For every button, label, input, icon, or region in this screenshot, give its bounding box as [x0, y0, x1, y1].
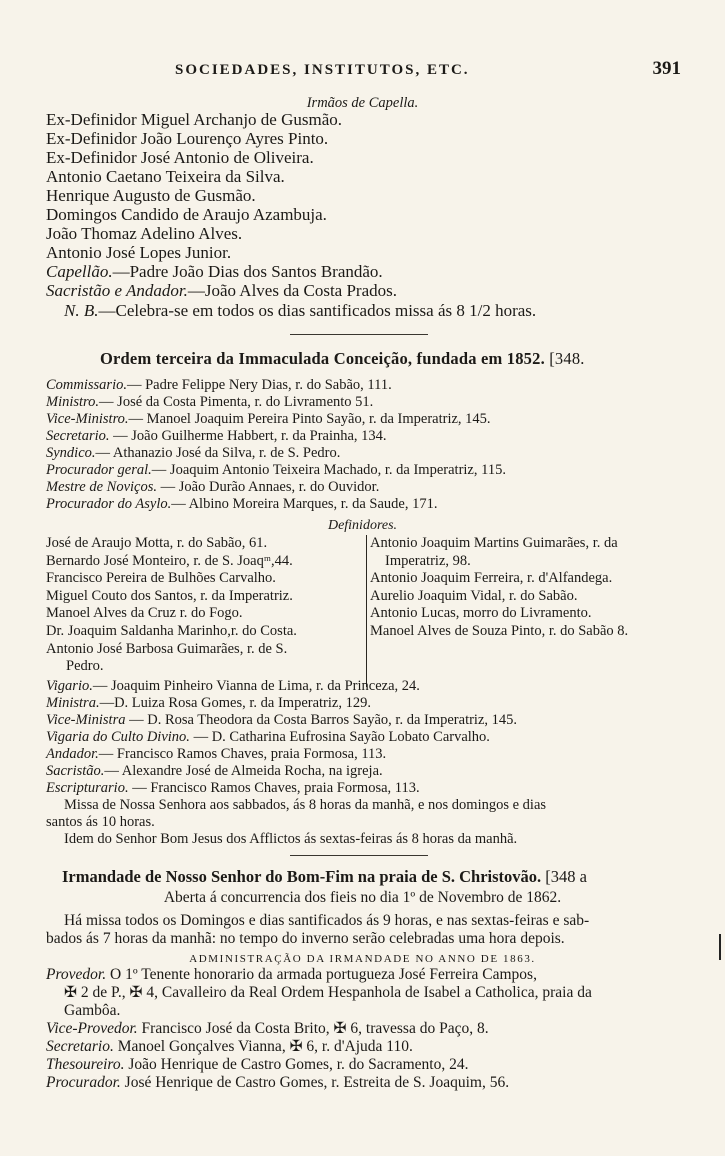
- definidores-left-column: [46, 535, 364, 676]
- list-item: Imperatriz, 98.: [385, 552, 471, 569]
- ordem-title: Ordem terceira da Immaculada Conceição, fundada em 1852.: [100, 349, 545, 368]
- officer-label: Procurador do Asylo.: [46, 496, 172, 512]
- officer-label: Vigaria do Culto Divino.: [46, 729, 190, 745]
- officer-text: José Henrique de Castro Gomes, r. Estreita de S. Joaquim, 56.: [120, 1074, 510, 1091]
- officer-label: Andador.: [46, 746, 99, 762]
- officer-label: Mestre de Noviços.: [46, 479, 158, 495]
- provedor-line-cont: ✠ 2 de P., ✠ 4, Cavalleiro da Real Ordem Hespanhola de Isabel a Catholica, praia da: [64, 984, 592, 1001]
- missa-line-cont: santos ás 10 horas.: [46, 814, 155, 830]
- list-item: Manoel Alves de Souza Pinto, r. do Sabão 8.: [370, 622, 629, 639]
- list-item: Ex-Definidor João Lourenço Ayres Pinto.: [46, 129, 329, 148]
- officer-line: [46, 694, 371, 712]
- officer-text: — João Durão Annaes, r. do Ouvidor.: [157, 479, 380, 495]
- officer-text: Manoel Gonçalves Vianna, ✠ 6, r. d'Ajuda 110.: [113, 1038, 413, 1055]
- officer-label: Commissario.: [46, 377, 127, 393]
- provedor-label: Provedor.: [46, 966, 107, 983]
- list-item: Domingos Candido de Araujo Azambuja.: [46, 205, 327, 224]
- admin-heading: ADMINISTRAÇÃO DA IRMANDADE NO ANNO DE 1863.: [189, 953, 536, 965]
- officer-label: Procurador.: [46, 1074, 121, 1091]
- officer-line: [46, 393, 373, 411]
- list-item: Antonio Caetano Teixeira da Silva.: [46, 167, 285, 186]
- officer-line: [46, 728, 490, 746]
- definidores-right-column: [370, 535, 680, 641]
- column-divider: [366, 535, 367, 687]
- ordem-title-line: [100, 349, 585, 369]
- officer-text: — Albino Moreira Marques, r. da Saude, 171.: [171, 496, 438, 512]
- missa-line: Missa de Nossa Senhora aos sabbados, ás 8 horas da manhã, e nos domingos e dias: [64, 797, 547, 813]
- officer-label: Secretario.: [46, 1038, 114, 1055]
- officer-text: — D. Rosa Theodora da Costa Barros Sayão, r. da Imperatriz, 145.: [125, 712, 518, 728]
- nota-bene: [64, 302, 536, 320]
- officer-text: João Henrique de Castro Gomes, r. do Sacramento, 24.: [124, 1056, 469, 1073]
- officer-line: [46, 461, 506, 479]
- officer-text: — Manoel Joaquim Pereira Pinto Sayão, r. da Imperatriz, 145.: [128, 411, 491, 427]
- officer-label: Vice-Ministro.: [46, 411, 129, 427]
- ordem-ref: [348.: [549, 349, 585, 368]
- provedor-line: [46, 966, 537, 984]
- officer-text: — Joaquim Antonio Teixeira Machado, r. da Imperatriz, 115.: [151, 462, 506, 478]
- officer-line: [46, 779, 420, 797]
- officer-line: [46, 677, 420, 695]
- list-item: Ex-Definidor José Antonio de Oliveira.: [46, 148, 314, 167]
- irmandade-title: Irmandade de Nosso Senhor do Bom-Fim na praia de S. Christovão.: [62, 867, 542, 886]
- list-item: Ex-Definidor Miguel Archanjo de Gusmão.: [46, 110, 343, 129]
- idem-line: Idem do Senhor Bom Jesus dos Afflictos ás sextas-feiras ás 8 horas da manhã.: [64, 831, 518, 847]
- officer-line: [46, 1020, 489, 1038]
- officer-text: — D. Catharina Eufrosina Sayão Lobato Carvalho.: [189, 729, 490, 745]
- page-number: 391: [652, 58, 681, 79]
- sacristao-text: —João Alves da Costa Prados.: [187, 281, 398, 300]
- officer-text: — José da Costa Pimenta, r. do Livramento 51.: [99, 394, 374, 410]
- officer-line: [46, 1074, 509, 1092]
- officer-label: Vice-Provedor.: [46, 1020, 138, 1037]
- list-item: Antonio Joaquim Ferreira, r. d'Alfandega.: [370, 570, 613, 587]
- provedor-text: O 1º Tenente honorario da armada portugueza José Ferreira Campos,: [110, 966, 537, 983]
- officer-line: [46, 427, 387, 445]
- list-item: José de Araujo Motta, r. do Sabão, 61.: [46, 535, 268, 551]
- margin-mark: [719, 934, 721, 960]
- officer-line: [46, 745, 386, 763]
- list-item: João Thomaz Adelino Alves.: [46, 224, 243, 243]
- officer-text: Francisco José da Costa Brito, ✠ 6, travessa do Paço, 8.: [137, 1020, 489, 1037]
- officer-line: [46, 1056, 468, 1074]
- list-item: Antonio José Lopes Junior.: [46, 243, 232, 262]
- officer-label: Thesoureiro.: [46, 1056, 125, 1073]
- officer-label: Ministra.: [46, 695, 100, 711]
- officer-line: [46, 478, 379, 496]
- list-item: Henrique Augusto de Gusmão.: [46, 186, 256, 205]
- officer-label: Sacristão.: [46, 763, 105, 779]
- officer-text: — Alexandre José de Almeida Rocha, na igreja.: [104, 763, 383, 779]
- capellao-line: [46, 263, 383, 281]
- officer-text: — Francisco Ramos Chaves, praia Formosa, 113.: [98, 746, 387, 762]
- officer-text: — Padre Felippe Nery Dias, r. do Sabão, 111.: [126, 377, 392, 393]
- list-item: Antonio Joaquim Martins Guimarães, r. da: [370, 535, 618, 551]
- page-header: [0, 58, 725, 86]
- list-item: Aurelio Joaquim Vidal, r. do Sabão.: [370, 587, 578, 604]
- officer-label: Ministro.: [46, 394, 100, 410]
- officer-line: [46, 1038, 413, 1056]
- officer-label: Vice-Ministra: [46, 712, 126, 728]
- list-item: Bernardo José Monteiro, r. de S. Joaqᵐ,44.: [46, 552, 293, 569]
- list-item: Manoel Alves da Cruz r. do Fogo.: [46, 605, 243, 622]
- officer-text: — Athanazio José da Silva, r. de S. Pedro.: [95, 445, 341, 461]
- officer-line: [46, 495, 437, 513]
- capellao-label: Capellão.: [46, 262, 113, 281]
- capella-heading: Irmãos de Capella.: [306, 95, 419, 111]
- officer-text: —D. Luiza Rosa Gomes, r. da Imperatriz, 129.: [99, 695, 371, 711]
- sacristao-line: [46, 282, 397, 300]
- capellao-text: —Padre João Dias dos Santos Brandão.: [112, 262, 383, 281]
- aberta-line: Aberta á concurrencia dos fieis no dia 1º de Novembro de 1862.: [163, 889, 562, 906]
- divider: [290, 334, 428, 335]
- nb-label: N. B.: [64, 301, 99, 320]
- list-item: Antonio José Barbosa Guimarães, r. de S.: [46, 640, 288, 657]
- list-item: Dr. Joaquim Saldanha Marinho,r. do Costa.: [46, 622, 297, 639]
- list-item: Antonio Lucas, morro do Livramento.: [370, 605, 592, 622]
- officer-label: Procurador geral.: [46, 462, 152, 478]
- divider: [290, 855, 428, 856]
- officer-text: — João Guilherme Habbert, r. da Prainha, 134.: [109, 428, 387, 444]
- list-item: Miguel Couto dos Santos, r. da Imperatriz.: [46, 587, 293, 604]
- officer-line: [46, 376, 392, 394]
- irmandade-title-line: [62, 867, 587, 887]
- nb-text: —Celebra-se em todos os dias santificados missa ás 8 1/2 horas.: [98, 301, 537, 320]
- officer-label: Escripturario.: [46, 780, 129, 796]
- missa-info-line: Há missa todos os Domingos e dias santificados ás 9 horas, e nas sextas-feiras e sab-: [64, 912, 590, 929]
- running-head: SOCIEDADES, INSTITUTOS, ETC.: [175, 62, 470, 78]
- officer-line: [46, 444, 340, 462]
- officer-text: — Francisco Ramos Chaves, praia Formosa, 113.: [128, 780, 420, 796]
- officer-line: [46, 410, 491, 428]
- missa-info-line-cont: bados ás 7 horas da manhã: no tempo do inverno serão celebradas uma hora depois.: [46, 930, 565, 947]
- officer-label: Syndico.: [46, 445, 96, 461]
- irmandade-ref: [348 a: [545, 867, 587, 886]
- officer-text: — Joaquim Pinheiro Vianna de Lima, r. da Princeza, 24.: [92, 678, 420, 694]
- officer-line: [46, 711, 517, 729]
- officer-label: Vigario.: [46, 678, 93, 694]
- provedor-line-end: Gambôa.: [64, 1002, 121, 1019]
- sacristao-label: Sacristão e Andador.: [46, 281, 188, 300]
- officer-line: [46, 762, 383, 780]
- officer-label: Secretario.: [46, 428, 110, 444]
- definidores-heading: Definidores.: [327, 518, 398, 533]
- list-item: Pedro.: [66, 658, 104, 675]
- list-item: Francisco Pereira de Bulhões Carvalho.: [46, 570, 276, 587]
